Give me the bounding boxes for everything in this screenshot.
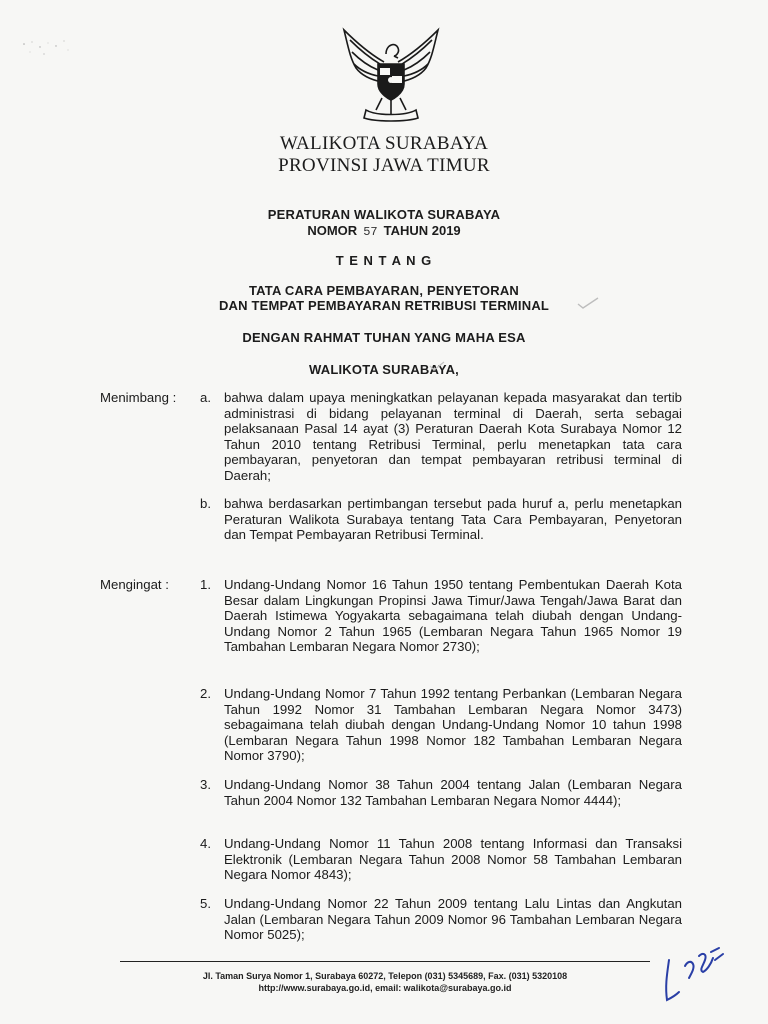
mengingat-item-3 [200,777,682,808]
footer-contact: http://www.surabaya.go.id, email: walikota@surabaya.go.id [258,983,512,993]
garuda-emblem-icon [336,24,446,124]
item-marker: 3. [200,777,211,792]
mengingat-item-2 [200,686,682,764]
item-text: Undang-Undang Nomor 11 Tahun 2008 tentang Informasi dan Transaksi Elektronik (Lembaran Negara Tahun 2008 Nomor 58 Tambahan Lembaran Negara Nomor 4843); [224,836,682,882]
nomor-label: NOMOR [307,223,358,238]
preamble: DENGAN RAHMAT TUHAN YANG MAHA ESA [242,330,526,345]
mengingat-item-5 [200,896,682,943]
mengingat-label: Mengingat : [100,577,169,592]
menimbang-item-b [200,496,682,543]
item-text: Undang-Undang Nomor 38 Tahun 2004 tentang Jalan (Lembaran Negara Tahun 2004 Nomor 132 Tambahan Lembaran Negara Nomor 4444); [224,777,682,808]
nomor-value: 57 [363,225,378,239]
menimbang-item-a [200,390,682,483]
institution-province: PROVINSI JAWA TIMUR [278,155,490,176]
mengingat-item-4 [200,836,682,883]
authority-line: WALIKOTA SURABAYA, [309,362,459,377]
tick-mark-icon [428,360,446,372]
item-text: Undang-Undang Nomor 22 Tahun 2009 tentang Lalu Lintas dan Angkutan Jalan (Lembaran Negara Tahun 2009 Nomor 96 Tambahan Lembaran Negara Nomor 5025); [224,896,682,942]
regulation-number-line [0,223,768,239]
footer-divider [120,961,650,962]
item-marker: 1. [200,577,211,592]
menimbang-label: Menimbang : [100,390,177,405]
item-text: bahwa dalam upaya meningkatkan pelayanan kepada masyarakat dan tertib administrasi di bidang pelayanan terminal di Daerah, serta sebagai pelaksanaan Pasal 14 ayat (3) Peraturan Daerah Kota Surabaya Nomor 12 Tahun 2010 tentang Retribusi Terminal, perlu menetapkan tata cara pembayaran, penyetoran dan tempat pembayaran retribusi terminal di Daerah; [224,390,682,483]
item-marker: 5. [200,896,211,911]
handwritten-initials-icon [655,940,735,1006]
tentang-heading: T E N T A N G [335,253,433,268]
tick-mark-icon [576,296,600,310]
regulation-title: PERATURAN WALIKOTA SURABAYA [267,207,501,222]
item-marker: b. [200,496,211,511]
institution-name: WALIKOTA SURABAYA [279,133,489,154]
tahun-label: TAHUN 2019 [383,223,461,238]
subject-line-2: DAN TEMPAT PEMBAYARAN RETRIBUSI TERMINAL [218,298,550,313]
item-marker: 4. [200,836,211,851]
item-text: bahwa berdasarkan pertimbangan tersebut pada huruf a, perlu menetapkan Peraturan Walikota Surabaya tentang Tata Cara Pembayaran, Penyetoran dan Tempat Pembayaran Retribusi Terminal. [224,496,682,542]
scan-noise [18,36,78,66]
subject-line-1: TATA CARA PEMBAYARAN, PENYETORAN [248,283,520,298]
item-text: Undang-Undang Nomor 7 Tahun 1992 tentang Perbankan (Lembaran Negara Tahun 1992 Nomor 31 Tambahan Lembaran Negara Nomor 3473) sebagaimana telah diubah dengan Undang-Undang Nomor 10 tahun 1998 (Lembaran Negara Tahun 1998 Nomor 182 Tambahan Lembaran Negara Nomor 3790); [224,686,682,763]
item-marker: a. [200,390,211,405]
footer-address: Jl. Taman Surya Nomor 1, Surabaya 60272, Telepon (031) 5345689, Fax. (031) 5320108 [202,971,568,981]
mengingat-item-1 [200,577,682,655]
item-marker: 2. [200,686,211,701]
item-text: Undang-Undang Nomor 16 Tahun 1950 tentang Pembentukan Daerah Kota Besar dalam Lingkungan Propinsi Jawa Timur/Jawa Tengah/Jawa Barat dan Daerah Istimewa Yogyakarta sebagaimana telah diubah dengan Undang-Undang Nomor 2 Tahun 1965 (Lembaran Negara Tahun 1965 Nomor 19 Tambahan Lembaran Negara Nomor 2730); [224,577,682,654]
